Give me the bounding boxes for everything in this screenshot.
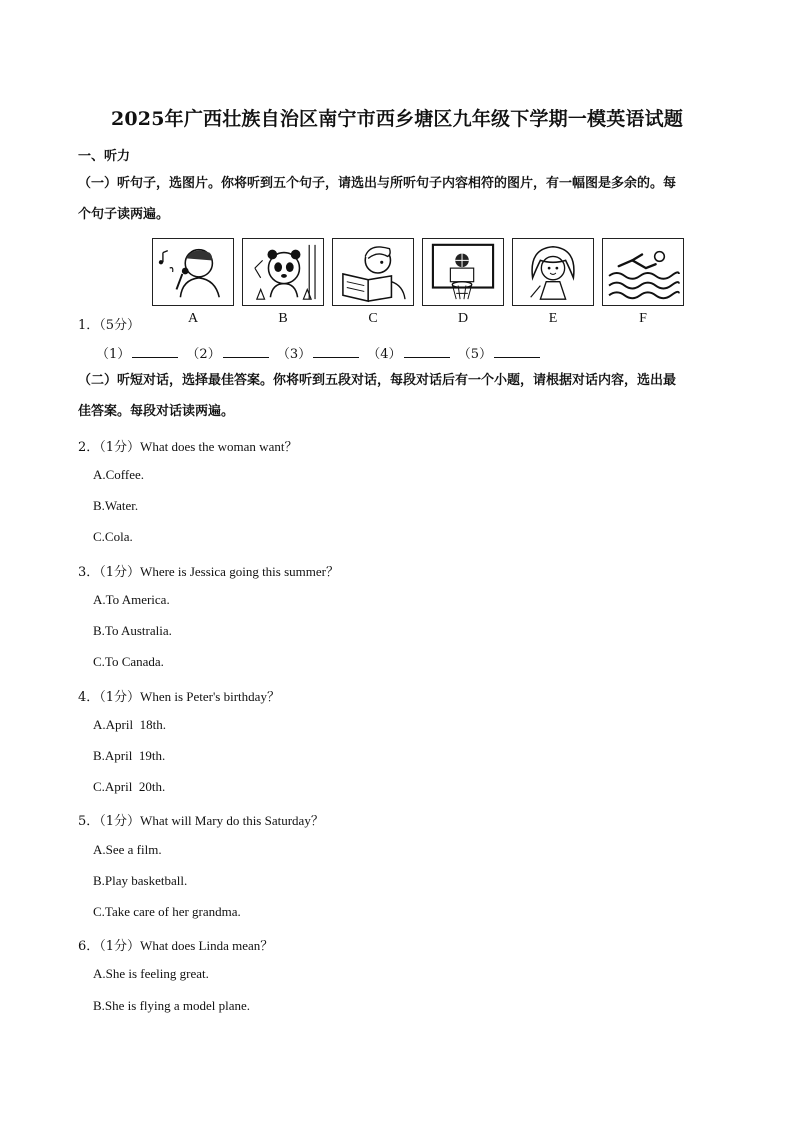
blank-label: （4） bbox=[367, 347, 402, 362]
swimming-icon bbox=[602, 238, 684, 306]
question-prefix: 4．（1分） bbox=[78, 690, 141, 705]
question-2 bbox=[78, 436, 297, 455]
girl-icon bbox=[512, 238, 594, 306]
page-title: 2025年广西壮族自治区南宁市西乡塘区九年级下学期一模英语试题 bbox=[110, 108, 684, 130]
part1-instruction-line1: （一）听句子，选图片。你将听到五个句子，请选出与所听句子内容相符的图片，有一幅图是多余的。每 bbox=[78, 176, 677, 191]
question-6 bbox=[78, 935, 273, 954]
question-text: What does Linda mean？ bbox=[140, 938, 274, 953]
answer-blank[interactable] bbox=[494, 347, 540, 358]
question-prefix: 6．（1分） bbox=[78, 939, 141, 954]
picture-label: D bbox=[457, 311, 469, 326]
question-text: Where is Jessica going this summer？ bbox=[140, 564, 339, 579]
option[interactable]: A.She is feeling great. bbox=[93, 966, 209, 981]
question-4 bbox=[78, 686, 280, 705]
part2-instruction bbox=[78, 365, 722, 427]
answer-blanks bbox=[96, 343, 544, 362]
singing-boy-icon bbox=[152, 238, 234, 306]
part2-instruction-line1: （二）听短对话，选择最佳答案。你将听到五段对话，每段对话后有一个小题，请根据对话内容，选出最 bbox=[78, 373, 677, 388]
option[interactable]: B.She is flying a model plane. bbox=[93, 998, 251, 1013]
blank-label: （3） bbox=[276, 347, 312, 362]
picture-label: C bbox=[368, 311, 378, 326]
blank-label: （2） bbox=[186, 347, 221, 362]
option[interactable]: B.April 19th. bbox=[93, 748, 166, 763]
basketball-icon bbox=[422, 238, 504, 306]
question-prefix: 2．（1分） bbox=[78, 440, 141, 455]
option[interactable]: C.Cola. bbox=[93, 529, 133, 544]
question-number: 1．（5分） bbox=[78, 318, 141, 333]
question-3 bbox=[78, 561, 339, 580]
part2-instruction-line2: 佳答案。每段对话读两遍。 bbox=[78, 404, 235, 419]
panda-icon bbox=[242, 238, 324, 306]
question-text: When is Peter's birthday？ bbox=[140, 689, 280, 704]
answer-blank[interactable] bbox=[132, 347, 178, 358]
picture-label: F bbox=[639, 311, 647, 326]
option[interactable]: B.Play basketball. bbox=[93, 873, 188, 888]
part1-instruction-line2: 个句子读两遍。 bbox=[78, 207, 170, 222]
part1-instruction bbox=[78, 168, 722, 230]
answer-blank[interactable] bbox=[404, 347, 450, 358]
answer-blank[interactable] bbox=[223, 347, 269, 358]
question-prefix: 3．（1分） bbox=[78, 565, 141, 580]
option[interactable]: A.Coffee. bbox=[93, 467, 145, 482]
question-text: What does the woman want？ bbox=[140, 439, 298, 454]
option[interactable]: C.April 20th. bbox=[93, 779, 166, 794]
question-prefix: 5．（1分） bbox=[78, 814, 141, 829]
option[interactable]: A.See a film. bbox=[93, 842, 162, 857]
picture-options bbox=[152, 238, 687, 334]
picture-label: E bbox=[548, 311, 558, 326]
option[interactable]: C.To Canada. bbox=[93, 654, 164, 669]
question-5 bbox=[78, 810, 324, 829]
reading-boy-icon bbox=[332, 238, 414, 306]
option[interactable]: B.Water. bbox=[93, 498, 139, 513]
section-heading: 一、听力 bbox=[78, 149, 131, 164]
option[interactable]: C.Take care of her grandma. bbox=[93, 904, 241, 919]
option[interactable]: A.April 18th. bbox=[93, 717, 166, 732]
blank-label: （1） bbox=[96, 347, 131, 362]
picture-label: B bbox=[278, 311, 288, 326]
question-text: What will Mary do this Saturday？ bbox=[140, 813, 324, 828]
option[interactable]: B.To Australia. bbox=[93, 623, 172, 638]
blank-label: （5） bbox=[457, 347, 492, 362]
option[interactable]: A.To America. bbox=[93, 592, 170, 607]
answer-blank[interactable] bbox=[313, 347, 359, 358]
picture-label: A bbox=[187, 311, 199, 326]
